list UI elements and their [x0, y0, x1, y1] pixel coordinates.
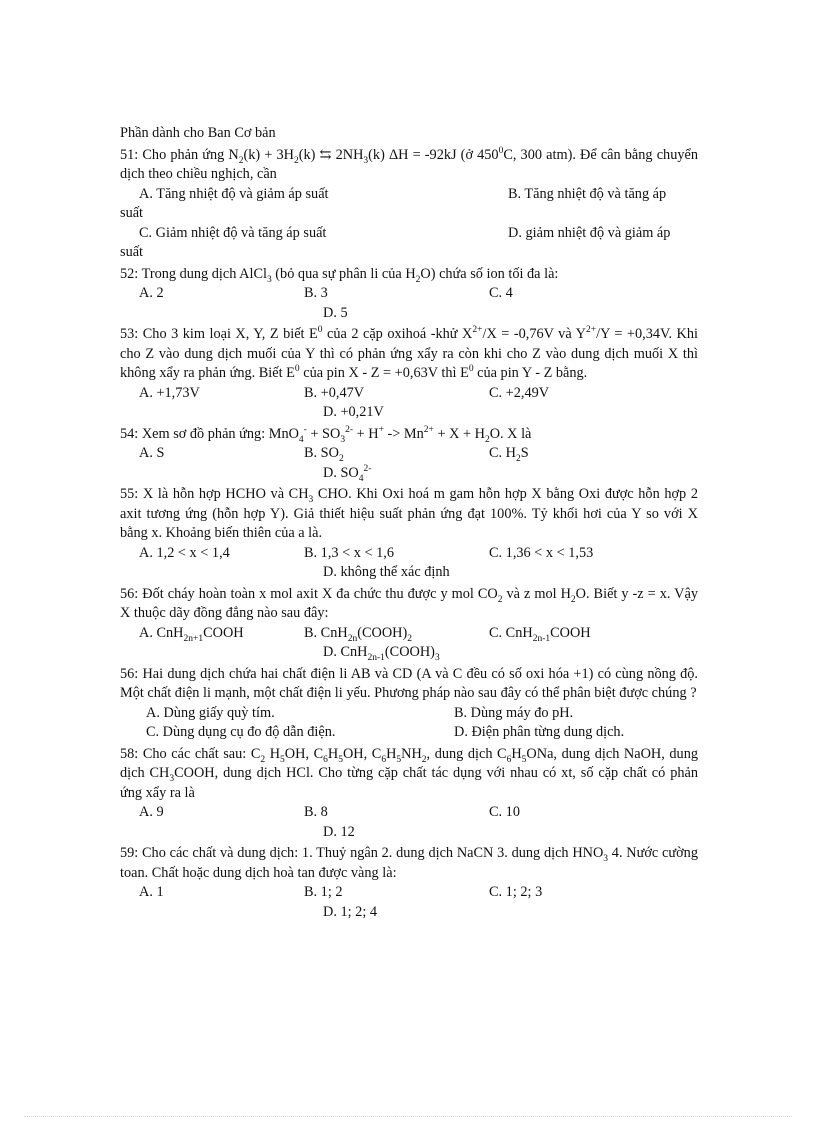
question-52-stem: 52: Trong dung dịch AlCl$_3$ (bỏ qua sự phân li của $H_2O$) chứa số ion tối đa là: — [120, 265, 559, 285]
option-c: C. 1; 2; 3 — [489, 884, 543, 900]
page-bottom-border — [24, 1116, 792, 1117]
question-59 — [120, 844, 698, 922]
option-a: A. S — [139, 445, 165, 461]
option-c: C. Dùng dụng cụ đo độ dẫn điện. — [146, 724, 336, 740]
equilibrium-arrow-icon: ⇆ — [319, 146, 332, 163]
option-b: B. $SO_2$ — [304, 445, 344, 464]
question-56-combustion-stem: 56: Đốt cháy hoàn toàn x mol axit X đa chức thu được y mol $CO_2$ và z mol $H_2O$. Biết y -z = x. Vậy X thuộc dãy đồng đẳng nào sau đây: — [120, 585, 699, 621]
option-c: C. CnH$_{2n-1}$COOH — [489, 624, 591, 644]
question-56-electrolyte-stem: 56: Hai dung dịch chứa hai chất điện li AB và CD (A và C đều có số oxi hóa +1) có cùng nồng độ. Một chất điện li mạnh, một chất điện li yếu. Phương pháp nào sau đây có thể phân biệt được chúng ? — [120, 665, 698, 701]
option-b: B. Tăng nhiệt độ và tăng áp — [508, 185, 667, 202]
option-a: A. Dùng giấy quỳ tím. — [146, 704, 275, 721]
question-58-stem: 58: Cho các chất sau: $C_2$ $H_5OH$, $C_6H_5OH$, $C_6H_5NH_2$, dung dịch $C_6H_5ONa$, dung dịch NaOH, dung dịch $CH_3COOH$, dung dịch HCl. Cho từng cặp chất tác dụng với nhau có xt, số cặp chất có phản ứng xẩy ra là — [120, 745, 698, 801]
option-a: A. CnH$_{2n+1}$COOH — [139, 624, 244, 644]
question-59-stem: 59: Cho các chất và dung dịch: 1. Thuỷ ngân 2. dung dịch NaCN 3. dung dịch $HNO_3$ 4. Nước cường toan. Chất hoặc dung dịch hoà tan được vàng là: — [120, 845, 698, 881]
question-58 — [120, 745, 698, 843]
question-53 — [120, 325, 698, 423]
option-c: C. 1,36 < x < 1,53 — [489, 544, 594, 561]
question-56-combustion — [120, 585, 698, 663]
option-c: C. Giảm nhiệt độ và tăng áp suất — [139, 224, 327, 241]
option-d: D. 1; 2; 4 — [323, 903, 378, 920]
option-d: D. giảm nhiệt độ và giảm áp — [508, 224, 671, 241]
question-51-stem: 51: Cho phản ứng $N_2(k) + 3H_2(k)$ ⇆ $2NH_3(k) \Delta H = -92kJ$ (ở $450^0C$, 300 atm). Để cân bằng chuyển dịch theo chiều nghịch, cần — [120, 145, 698, 182]
option-d-continued: suất — [120, 244, 144, 260]
question-56-electrolyte — [120, 665, 698, 743]
question-55-stem: 55: X là hỗn hợp HCHO và $CH_3$ CHO. Khi Oxi hoá m gam hỗn hợp X bằng Oxi được hỗn hợp 2 axit tương ứng (hỗn hợp Y). Giả thiết hiệu suất phản ứng đạt 100%. Tỷ khối hơi của Y so với X bằng x. Khoảng biến thiên của a là. — [120, 486, 698, 541]
option-b: B. Dùng máy đo pH. — [454, 704, 574, 721]
option-a: A. Tăng nhiệt độ và giảm áp suất — [139, 185, 329, 202]
option-d: D. 12 — [323, 823, 355, 840]
option-c: C. +2,49V — [489, 384, 550, 401]
option-d: D. Điện phân từng dung dịch. — [454, 724, 625, 740]
option-c: C. 10 — [489, 804, 520, 820]
option-c: C. $H_2S$ — [489, 445, 529, 464]
question-53-stem: 53: Cho 3 kim loại X, Y, Z biết $E^0$ của 2 cặp oxihoá -khử $X^{2+}/X = -0,76V$ và $Y^{2+}/Y = +0,34V$. Khi cho Z vào dung dịch muối của Y thì có phản ứng xẩy ra còn khi cho Z vào dung dịch muối X thì không xẩy ra phản ứng. Biết $E^0$ của pin X - Z = +0,63V thì $E^0$ của pin Y - Z bằng. — [120, 325, 699, 381]
option-d: D. $CnH_{2n-1}(COOH)_3$ — [323, 644, 440, 663]
option-c: C. 4 — [489, 285, 513, 301]
option-a: A. 1 — [139, 884, 164, 900]
option-b: B. 3 — [304, 285, 328, 301]
option-d: D. $SO_4^{2-}$ — [323, 463, 372, 484]
exam-page — [120, 124, 698, 922]
option-d: D. không thể xác định — [323, 564, 450, 580]
question-55 — [120, 485, 698, 583]
option-b: B. 1,3 < x < 1,6 — [304, 544, 394, 561]
question-52 — [120, 265, 698, 324]
option-d: D. +0,21V — [323, 404, 384, 420]
option-a: A. 1,2 < x < 1,4 — [139, 544, 230, 561]
question-51 — [120, 146, 698, 263]
option-a: A. 9 — [139, 804, 164, 820]
question-54 — [120, 425, 698, 484]
option-d: D. 5 — [323, 304, 348, 321]
option-b: B. $CnH_{2n}(COOH)_2$ — [304, 624, 412, 644]
option-a: A. +1,73V — [139, 384, 200, 401]
section-title: Phần dành cho Ban Cơ bản — [120, 125, 276, 141]
question-54-stem: 54: Xem sơ đồ phản ứng: $MnO_4^- + SO_3^{2-} + H^+ -> Mn^{2+} + X + H_2O$. X là — [120, 424, 532, 445]
option-b: B. +0,47V — [304, 384, 365, 401]
option-b: B. 8 — [304, 804, 328, 820]
option-b: B. 1; 2 — [304, 884, 343, 900]
option-b-continued: suất — [120, 205, 144, 221]
option-a: A. 2 — [139, 285, 164, 301]
